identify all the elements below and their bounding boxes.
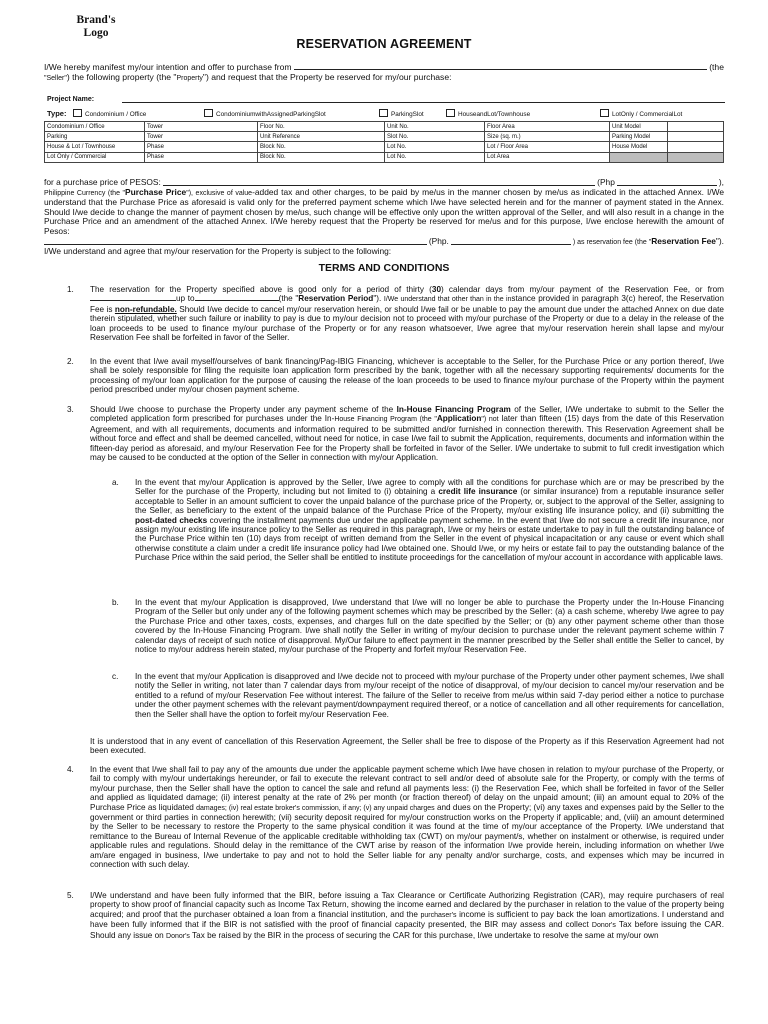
table-row <box>45 122 724 132</box>
price-amount-field[interactable] <box>617 178 717 186</box>
reservation-fee-amount-field[interactable] <box>451 237 571 246</box>
table-cell: Parking <box>45 132 145 142</box>
project-name-row <box>47 96 725 103</box>
type-option-condo-parking[interactable]: CondominiumwithAssignedParkingSlot <box>204 109 326 118</box>
checkbox-icon[interactable] <box>73 109 82 117</box>
property-type-row <box>47 108 727 120</box>
table-cell[interactable] <box>668 122 724 132</box>
table-cell[interactable]: Parking Model <box>610 132 668 142</box>
table-cell[interactable] <box>668 132 724 142</box>
table-cell: Condominium / Office <box>45 122 145 132</box>
table-cell: House & Lot / Townhouse <box>45 142 145 152</box>
table-cell[interactable]: Unit Model <box>610 122 668 132</box>
term-4: In the event that I/we shall fail to pay any of the amounts due under the applicable payment scheme which I/we have chosen in relation to my/our purchase of the Property, or fail to comply with my/our undertakings hereunder, or fail to execute the relevant contract to sell and/or deed of absolute sale for the Property, or comply with the terms of my/our purchase, then the Seller shall have the option to cancel the sale and refund all payments less: (i) the Reservation Fee, which shall be forfeited in favor of the Seller and applied as liquidated damage; (ii) interest penalty at the rate of 2% per month (or fraction thereof) of delay on the unpaid amount; (iii) an amount equal to 20% of the Purchase Price as liquidated damages; (iv) real estate broker's commission, if any; (v) any unpaid charges and dues on the Property; (vi) any taxes and expenses paid by the Seller to the government or third parties in connection herewith; (vii) security deposit required for my/our construction works on the Property if applicable; and, (viii) an amount determined by the Seller to be necessary to restore the Property to the same physical condition it was found at the time of my/our acceptance of the Property. I/We understand that remittance to the Bureau of Internal Revenue of the applicable creditable withholding tax (CWT) on my/our payment/s, whether on instalment or otherwise, is required under applicable rules and regulations. Should delay in the remittance of the CWT arise by reason of the information I/we provide herein, including information on whether I/we am/are engaged in business, I/we undertake to pay and not to hold the Seller liable for any penalty and/or surcharge, costs, and expenses which may be incurred in connection with such delay. <box>90 765 725 870</box>
term-3a: In the event that my/our Application is approved by the Seller, I/we agree to comply with all the conditions for purchase which are or may be prescribed by the Seller for the purchase of the Property, including but not limited to (i) obtaining a credit life insurance (or similar insurance) from a reputable insurance seller acceptable to Seller in an amount sufficient to cover the unpaid balance of the purchase price of the Property, or, subject to the approval of the Seller, assigning to the Seller, as beneficiary to the extent of the unpaid balance of the Purchase Price of the Property, my/our existing life insurance policy, and (ii) submitting the post-dated checks covering the installment payments due under the applicable payment scheme. In the event that I/we do not secure a credit life insurance, nor assign my/our existing life insurance policy to the Seller as required in this paragraph, I/we or my heirs or estate undertake to pay in full the outstanding balance of the Purchase Price within ten (10) days from receipt of written demand from the Seller in the event of physical incapacitation or any cause or event which shall otherwise constitute a claim under a credit life insurance policy had I/we obtained one. Should I/we, or my heirs or estate fail to pay the outstanding balance of the Purchase Price within the said period, the Seller shall be entitled to institute proceedings for the cancellation of my/our account in accordance with applicable laws. <box>135 478 725 563</box>
table-cell[interactable]: Size (sq. m.) <box>485 132 610 142</box>
table-row <box>45 152 724 162</box>
reservation-fee-words-field[interactable] <box>44 237 427 246</box>
purchase-price-paragraph: for a purchase price of PESOS: (Php ), Philippine Currency (the "Purchase Price"), exclusive of value-added tax and other charges, to be paid by me/us in the manner chosen by me/us as indicated in the attached Annex. I/We understand that the Purchase Price as aforesaid is valid only for the preferred payment scheme which I/we have selected herein and for the manner of payment stated in the Annex. Should I/we decide to change the manner of payment chosen by me/us, such change will be effective only upon the written approval of the Seller, and will also result in a change in the Purchase Price and an amendment of the attached Annex. I/We hereby request that the Property be reserved for me/us and for this purpose, I/we enclose herewith the amount of Pesos: (Php. ) as reservation fee (the "Reservation Fee"). I/We understand and agree that my/our reservation for the Property is subject to the following: <box>44 177 725 257</box>
sub-term-letter: a. <box>112 478 119 487</box>
table-cell: Lot Only / Commercial <box>45 152 145 162</box>
brand-logo: Brand's Logo <box>76 14 116 39</box>
table-cell[interactable]: Lot Area <box>485 152 610 162</box>
term-number: 2. <box>67 357 74 366</box>
table-cell[interactable]: Slot No. <box>385 132 485 142</box>
unit-details-table <box>44 121 724 163</box>
term-3c: In the event that my/our Application is disapproved and I/we decide not to proceed with my/our purchase of the Property under other payment schemes, I/we shall notify the Seller in writing, not later than 7 calendar days from my/our receipt of the notice of disapproval, of my/our decision to cancel my/our reservation and be entitled to a refund of my/our Reservation Fee without interest. The failure of the Seller to receive from me/us within said 7-day period either a notice to purchase under the other payment schemes with the relevant payment/downpayment required thereof, or a notice of cancellation and all other requirements for cancellation, then the Seller shall have the option to forfeit my/our Reservation Fee. <box>135 672 724 719</box>
term-number: 1. <box>67 285 74 294</box>
document-title: RESERVATION AGREEMENT <box>296 37 472 51</box>
term-1: The reservation for the Property specified above is good only for a period of thirty (30) calendar days from my/our payment of the Reservation Fee, or fromup to (the "Reservation Period"). I/We understand that other than in the instance provided in paragraph 3(c) hereof, the Reservation Fee is non-refundable. Should I/we decide to cancel my/our reservation herein, or should I/we fail or be unable to pay the amount due under the attached Annex on due date therein stipulated, whether such failure or inability to pay is due to my/our decision not to proceed with my/our purchase of the Property or due to a delay in the release of the loan proceeds to be used to finance my/our purchase of the Property or for any reason whatsoever, I/we agree that my/our reservation herein shall lapse and my/our Reservation Fee shall be forfeited in favor of the Seller. <box>90 285 724 343</box>
sub-term-letter: c. <box>112 672 119 681</box>
table-cell[interactable]: Unit Reference <box>258 132 385 142</box>
table-cell[interactable] <box>668 142 724 152</box>
project-name-field[interactable] <box>122 102 725 103</box>
term-3-closing: It is understood that in any event of cancellation of this Reservation Agreement, the Seller shall be free to dispose of the Property as if this Reservation Agreement had not been executed. <box>90 737 724 756</box>
table-row <box>45 132 724 142</box>
table-cell[interactable]: House Model <box>610 142 668 152</box>
term-5: I/We understand and have been fully informed that the BIR, before issuing a Tax Clearance or Certificate Authorizing Registration (CAR), may require purchasers of real property to show proof of financial capacity such as Income Tax Return, showing the income earned and declared by the purchaser in relation to the value of the property being acquired; and proof that the purchaser obtained a loan from a financial institution, and the purchaser's income is sufficient to pay back the loan amortizations. I understand and have been fully informed that if the BIR is not satisfied with the proof of financial capacity presented, the BIR may assess and collect Donor's Tax before issuing the CAR. Should any issue on Donor's Tax be raised by the BIR in the process of securing the CAR for this purchase, I/we undertake to resolve the same at my/our own <box>90 891 724 940</box>
reservation-end-date-field[interactable] <box>195 300 279 301</box>
checkbox-icon[interactable] <box>446 109 455 117</box>
term-number: 3. <box>67 405 74 414</box>
table-cell[interactable]: Lot No. <box>385 142 485 152</box>
table-cell[interactable]: Phase <box>145 152 258 162</box>
type-label: Type: <box>47 109 67 118</box>
checkbox-icon[interactable] <box>204 109 213 117</box>
term-number: 4. <box>67 765 74 774</box>
terms-title: TERMS AND CONDITIONS <box>318 262 450 274</box>
type-option-parking[interactable]: ParkingSlot <box>379 109 424 118</box>
table-cell[interactable]: Lot No. <box>385 152 485 162</box>
table-cell-shaded <box>610 152 668 162</box>
term-2: In the event that I/we avail myself/ourselves of bank financing/Pag-IBIG Financing, whichever is acceptable to the Seller, for the Purchase Price or any portion thereof, I/we shall be solely responsible for filing the requisite loan application form prescribed by the bank, together with all the necessary supporting requirements/ documents for the processing of my/our loan application for the purpose of causing the release of the loan proceeds to be used to finance my/our purchase of the Property within the payment period prescribed under my/our chosen payment scheme. <box>90 357 724 395</box>
table-cell[interactable]: Unit No. <box>385 122 485 132</box>
table-cell[interactable]: Floor Area <box>485 122 610 132</box>
type-option-lot-only[interactable]: LotOnly / CommercialLot <box>600 109 682 118</box>
term-number: 5. <box>67 891 74 900</box>
reservation-start-date-field[interactable] <box>90 300 176 301</box>
table-cell-shaded <box>668 152 724 162</box>
table-cell[interactable]: Phase <box>145 142 258 152</box>
term-3b: In the event that my/our Application is disapproved, I/we understand that I/we will no longer be able to purchase the Property under the In-House Financing Program of the Seller but only under any of the following payment schemes which may be prescribed by the Seller: (a) a cash scheme, whereby I/we agree to pay the Purchase Price and other taxes, costs, expenses, and charges full on the date specified by the Seller; or (b) any other payment scheme other than those covered by the In-House Financing Program. I/we shall notify the Seller in writing of my/our decision to purchase under the relevant payment scheme within 7 calendar days of receipt of such notice of disapproval. My/Our failure to effect payment in the manner prescribed by the Seller shall entitle the Seller to cancel, by notice to my/our address herein stated, my/our purchase of the Property and forfeit my/our Reservation Fee. <box>135 598 724 655</box>
term-3: Should I/we choose to purchase the Property under any payment scheme of the In-House Financing Program of the Seller, I/We undertake to submit to the Seller the completed application form prescribed for purchases under the In-House Financing Program (the "Application") not later than fifteen (15) days from the date of this Reservation Agreement, and with all requirements, documents and information required to be submitted and/or furnished in connection therewith. This Reservation Agreement shall be without force and effect and shall be deemed cancelled, without need for notice, in case I/we fail to submit the Application, requirements, documents and information within the fifteen-day period as aforesaid, and my/our Reservation Fee for the Property shall be forfeited in favor of the Seller. I/We undertake to submit to full credit investigation which may be caused to be conducted at the option of the Seller in connection with my/our Application. <box>90 405 724 463</box>
type-option-house-lot[interactable]: HouseandLot/Townhouse <box>446 109 530 118</box>
project-name-label: Project Name: <box>47 96 95 103</box>
table-row <box>45 142 724 152</box>
seller-name-field[interactable] <box>294 62 708 70</box>
intro-paragraph: I/We hereby manifest my/our intention and offer to purchase from (the "Seller") the following property (the "Property") and request that the Property be reserved for my/our purchase: <box>44 62 724 82</box>
checkbox-icon[interactable] <box>600 109 609 117</box>
table-cell[interactable]: Tower <box>145 122 258 132</box>
price-words-field[interactable] <box>163 178 595 186</box>
checkbox-icon[interactable] <box>379 109 388 117</box>
table-cell[interactable]: Block No. <box>258 152 385 162</box>
table-cell[interactable]: Floor No. <box>258 122 385 132</box>
table-cell[interactable]: Block No. <box>258 142 385 152</box>
type-option-condominium[interactable]: Condominium / Office <box>73 109 146 118</box>
table-cell[interactable]: Lot / Floor Area <box>485 142 610 152</box>
sub-term-letter: b. <box>112 598 119 607</box>
table-cell[interactable]: Tower <box>145 132 258 142</box>
